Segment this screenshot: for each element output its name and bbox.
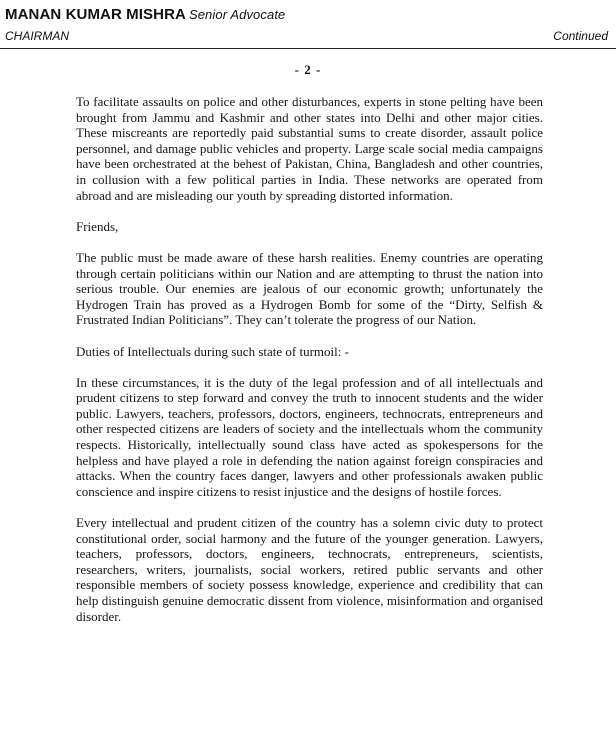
page-number: - 2 - [294, 62, 322, 77]
header-rule [0, 48, 616, 49]
letter-body [76, 94, 543, 640]
paragraph-stone-pelting: To facilitate assaults on police and other disturbances, experts in stone pelting have been brought from Jammu and Kashmir and other states into Delhi and other major cities. These miscreants are reportedly paid substantial sums to create disorder, assault police personnel, and damage public vehicles and property. Large scale social media campaigns have been orchestrated at the behest of Pakistan, China, Bangladesh and other countries, in collusion with a few political parties in India. These networks are operated from abroad and are misleading our youth by spreading distorted information. [76, 94, 543, 203]
paragraph-public-awareness: The public must be made aware of these harsh realities. Enemy countries are operating through certain politicians within our Nation and are attempting to thrust the nation into serious trouble. Our enemies are jealous of our economic growth; unfortunately the Hydrogen Train has proved as a Hydrogen Bomb for some of the “Dirty, Selfish & Frustrated Indian Politicians”. They can’t tolerate the progress of our Nation. [76, 249, 543, 328]
author-role: Senior Advocate [188, 7, 286, 22]
author-name-text: MANAN KUMAR MISHRA [5, 6, 186, 23]
letterhead [0, 0, 616, 52]
author-name [5, 6, 285, 23]
paragraph-civic-duty: Every intellectual and prudent citizen of the country has a solemn civic duty to protect constitutional order, social harmony and the future of the younger generation. Lawyers, teachers, professors, doctors, engineers, technocrats, entrepreneurs, scientists, researchers, writers, journalists, social workers, retired public servants and other responsible members of society possess knowledge, experience and credibility that can help distinguish genuine democratic dissent from violence, misinformation and organised disorder. [76, 515, 543, 624]
paragraph-salutation: Friends, [76, 218, 119, 234]
section-heading-duties: Duties of Intellectuals during such state of turmoil: - [76, 343, 349, 359]
continued-label: Continued [553, 29, 608, 43]
author-title: CHAIRMAN [5, 29, 70, 43]
paragraph-legal-profession: In these circumstances, it is the duty of the legal profession and of all intellectuals and prudent citizens to step forward and convey the truth to innocent students and the wider public. Lawyers, teachers, professors, doctors, engineers, technocrats, entrepreneurs and other respected citizens are leaders of society and the intellectuals whom the community respects. Historically, intellectually sound class have acted as spokespersons for the helpless and have played a role in defending the nation against foreign conspiracies and attacks. When the country faces danger, lawyers and other professionals awaken public conscience and inspire citizens to resist injustice and the designs of hostile forces. [76, 374, 543, 499]
